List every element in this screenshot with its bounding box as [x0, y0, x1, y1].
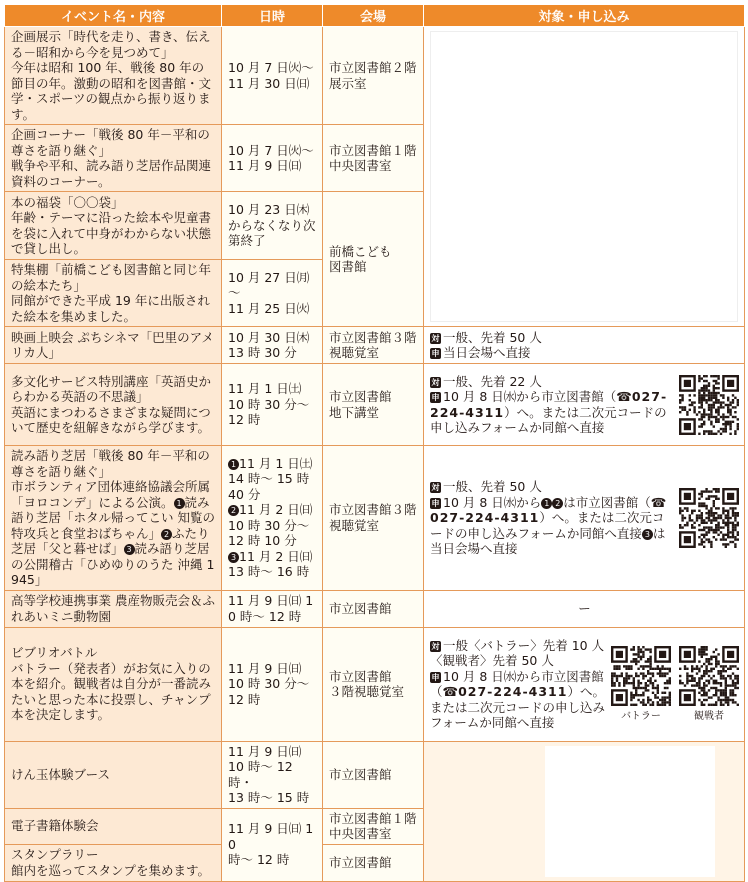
header-venue: 会場	[323, 5, 424, 27]
venue-line: 視聴覚室	[329, 345, 380, 360]
event-cell	[5, 27, 222, 125]
event-desc: バトラー（発表者）がお気に入りの本を紹介。観戦者は自分が一番読みたいと思った本に投票し、チャンプ本を決定します。	[11, 660, 212, 723]
target-line	[430, 389, 673, 436]
event-desc-text: 市ボランティア団体連絡協議会所属「ヨロコンデ」による公演。	[11, 479, 211, 510]
qr-label: バトラー	[621, 710, 661, 722]
date-cell	[222, 808, 323, 881]
venue-cell	[323, 192, 424, 327]
target-line	[430, 345, 739, 361]
event-desc-text: 読み語り芝居の公開稽古「ひめゆりのうた 沖縄 1945」	[11, 541, 215, 587]
date-line: 11 月 1 日㈯	[228, 381, 302, 397]
target-cell	[424, 446, 745, 591]
date-line: 10 月 30 日㈭	[228, 329, 310, 345]
target-mark-icon: 対	[431, 377, 440, 387]
target-mark-icon: 対	[431, 333, 440, 343]
event-table-sheet	[4, 4, 744, 882]
table-row	[5, 446, 745, 591]
event-desc: 英語にまつわるさまざまな疑問について歴史を紐解きながら学びます。	[11, 404, 211, 435]
date-cell	[222, 125, 323, 192]
apply-text: ）へ。または二次元コードの申し込みフォームか同館へ直接	[430, 684, 606, 730]
date-text: 11 月 2 日㈰	[239, 548, 313, 564]
event-cell	[5, 260, 222, 327]
qr-batler	[611, 646, 671, 723]
apply-text: は当日会場へ直接	[430, 525, 666, 556]
target-cell	[424, 590, 745, 627]
venue-line: 展示室	[329, 75, 367, 91]
date-line: 10 月 23 日㈭	[228, 202, 310, 218]
date-cell	[222, 364, 323, 446]
date-cell	[222, 260, 323, 327]
target-text: 一般、先着 50 人	[443, 479, 542, 494]
event-title: 多文化サービス特別講座「英語史からわかる英語の不思議」	[11, 373, 212, 404]
date-line: 12 時	[228, 412, 261, 428]
target-text-block	[430, 374, 673, 436]
event-title: 企画コーナー「戦後 80 年－平和の尊さを語り継ぐ」	[11, 127, 210, 158]
venue-line: 市立図書館	[329, 389, 392, 404]
date-line: からなくなり次第終了	[228, 217, 316, 249]
date-line: 11 月 9 日㈰	[228, 158, 302, 173]
venue-line: 市立図書館１階	[329, 810, 417, 826]
event-desc: 館内を巡ってスタンプを集めます。	[11, 862, 211, 878]
table-row	[5, 364, 745, 446]
venue-line: 市立図書館３階	[329, 329, 417, 345]
phone-number: 027-224-4311	[458, 684, 568, 699]
date-line: 11 月 9 日㈰ 10	[228, 821, 314, 852]
table-row	[5, 741, 745, 808]
event-desc: 戦争や平和、読み語り芝居作品関連資料のコーナー。	[11, 158, 212, 189]
event-title: 電子書籍体験会	[11, 818, 99, 834]
event-desc: 年齢・テーマに沿った絵本や児童書を袋に入れて中身がわからない状態で貸し出し。	[11, 210, 212, 256]
venue-cell	[323, 627, 424, 741]
date-cell	[222, 446, 323, 591]
qr-spectator	[679, 646, 739, 723]
date-line: 13 時～ 16 時	[228, 564, 310, 580]
date-cell	[222, 627, 323, 741]
table-row	[5, 590, 745, 627]
number-1-icon: 1	[228, 459, 239, 470]
event-desc-text: 読み語り芝居「ホタル帰ってこい 知覧の特攻兵と食堂おばちゃん」	[11, 494, 215, 541]
event-cell	[5, 364, 222, 446]
target-line	[430, 669, 607, 731]
date-line: 11 月 25 日㈫	[228, 300, 310, 316]
event-desc	[11, 479, 216, 588]
header-target: 対象・申し込み	[424, 5, 745, 27]
apply-text: 当日会場へ直接	[443, 345, 531, 360]
target-with-qr	[430, 638, 739, 731]
date-text: 11 月 1 日㈯	[239, 455, 313, 471]
venue-line: 市立図書館１階	[329, 142, 417, 158]
event-title: 高等学校連携事業 農産物販売会＆ふれあいミニ動物園	[11, 593, 215, 624]
number-2-icon: 2	[161, 529, 172, 540]
target-cell-blank	[424, 27, 745, 327]
event-title: けん玉体験ブース	[11, 766, 111, 782]
event-title: 本の福袋「〇〇袋」	[11, 194, 124, 210]
venue-cell	[323, 844, 424, 881]
event-desc-text: ふたり芝居「父と暮せば」	[11, 525, 210, 556]
event-title: ビブリオバトル	[11, 645, 98, 661]
event-cell	[5, 627, 222, 741]
target-mark-icon: 対	[431, 483, 440, 492]
event-desc: 同館ができた平成 19 年に出版された絵本を集めました。	[11, 293, 210, 324]
number-2-icon: 2	[552, 498, 563, 509]
target-text: ー	[578, 600, 591, 616]
phone-number: 027-224-4311	[430, 510, 540, 525]
apply-mark-icon: 申	[431, 672, 440, 682]
date-line: 13 時 30 分	[228, 345, 297, 360]
target-line	[430, 495, 673, 557]
apply-text: 10 月 8 日㈬から市立図書館（	[443, 389, 617, 404]
target-with-qr	[430, 479, 739, 557]
date-line	[228, 456, 317, 472]
event-cell	[5, 741, 222, 808]
venue-cell	[323, 590, 424, 627]
qr-code-icon[interactable]	[611, 646, 671, 706]
qr-code-icon[interactable]	[679, 375, 739, 435]
date-line: 10 時 30 分～	[228, 517, 310, 533]
date-text: 11 月 2 日㈰	[239, 502, 313, 518]
event-title: 映画上映会 ぷちシネマ「巴里のアメリカ人」	[11, 329, 214, 360]
venue-line: 図書館	[329, 259, 367, 274]
number-1-icon: 1	[174, 498, 185, 509]
qr-label: 観戦者	[694, 710, 724, 722]
date-line: 10 月 7 日㈫～	[228, 142, 314, 158]
apply-mark-icon: 申	[431, 349, 440, 358]
apply-text: 10 月 8 日㈬から	[443, 494, 542, 510]
date-line: 12 時 10 分	[228, 533, 297, 549]
target-text: 一般〈バトラー〉先着 10 人〈観戦者〉先着 50 人	[430, 637, 605, 668]
target-line	[430, 330, 739, 346]
table-row	[5, 327, 745, 364]
venue-line: 市立図書館	[329, 668, 392, 684]
qr-pair	[611, 646, 739, 723]
venue-line: 市立図書館	[329, 600, 392, 616]
venue-line: 市立図書館	[329, 854, 392, 870]
target-cell	[424, 364, 745, 446]
event-title: 読み語り芝居「戦後 80 年－平和の尊さを語り継ぐ」	[11, 448, 210, 479]
blank-panel	[545, 746, 715, 877]
event-title: 企画展示「時代を走り、書き、伝える－昭和から今を見つめて」	[11, 29, 211, 60]
phone-icon: ☎	[616, 389, 632, 404]
target-line	[430, 479, 673, 495]
target-text: 一般、先着 50 人	[443, 329, 542, 345]
venue-cell	[323, 741, 424, 808]
event-desc: 今年は昭和 100 年、戦後 80 年の節目の年。激動の昭和を図書館・文学・スポーツの観点から振り返ります。	[11, 60, 212, 122]
date-cell	[222, 327, 323, 364]
target-mark-icon: 対	[431, 641, 440, 651]
target-text: 一般、先着 22 人	[443, 373, 542, 389]
header-row	[5, 5, 745, 27]
target-cell	[424, 327, 745, 364]
venue-line: 前橋こども	[329, 243, 392, 259]
target-text-block	[430, 479, 673, 557]
event-cell	[5, 844, 222, 881]
date-line: 10 時～ 12 時・	[228, 759, 293, 790]
date-line: 11 月 9 日㈰	[228, 743, 302, 759]
date-line: 11 月 9 日㈰	[228, 660, 302, 676]
venue-line: 中央図書室	[329, 826, 392, 841]
event-title: スタンプラリー	[11, 847, 99, 862]
apply-text: 10 月 8 日㈬から市立図書館（	[430, 668, 604, 699]
number-3-icon: 3	[124, 544, 135, 555]
venue-line: 市立図書館２階	[329, 60, 417, 75]
venue-cell	[323, 27, 424, 125]
date-line: 11 月 9 日㈰ 10 時～ 12 時	[228, 593, 314, 624]
event-cell	[5, 446, 222, 591]
qr-code-icon[interactable]	[679, 488, 739, 548]
venue-cell	[323, 808, 424, 844]
venue-line: 地下講堂	[329, 404, 380, 420]
apply-mark-icon: 申	[431, 393, 440, 402]
target-line	[430, 374, 673, 390]
target-with-qr	[430, 374, 739, 436]
phone-icon: ☎	[650, 494, 667, 510]
venue-cell	[323, 327, 424, 364]
table-row	[5, 627, 745, 741]
apply-text: ）へ。または二次元コードの申し込みフォームか同館へ直接	[430, 404, 667, 435]
venue-cell	[323, 364, 424, 446]
venue-cell	[323, 446, 424, 591]
date-cell	[222, 27, 323, 125]
target-cell	[424, 627, 745, 741]
venue-line: 中央図書室	[329, 158, 392, 173]
event-cell	[5, 590, 222, 627]
number-2-icon: 2	[228, 505, 239, 516]
venue-line: 視聴覚室	[329, 517, 380, 533]
apply-mark-icon: 申	[431, 498, 440, 508]
event-cell	[5, 327, 222, 364]
qr-code-icon[interactable]	[679, 646, 739, 706]
date-line: 14 時～ 15 時 40 分	[228, 471, 310, 502]
event-table	[4, 4, 745, 882]
date-line	[228, 549, 317, 565]
date-line	[228, 502, 317, 518]
venue-line: ３階視聴覚室	[329, 684, 405, 699]
table-row	[5, 27, 745, 125]
venue-line: 市立図書館	[329, 766, 392, 782]
event-cell	[5, 808, 222, 844]
date-cell	[222, 590, 323, 627]
blank-panel	[430, 31, 738, 322]
venue-cell	[323, 125, 424, 192]
date-line: 10 時 30 分～	[228, 396, 310, 412]
apply-text: は市立図書館（	[563, 494, 651, 510]
date-line: 時～ 12 時	[228, 852, 290, 868]
target-cell-blank	[424, 741, 745, 881]
date-line: 11 月 30 日㈰	[228, 75, 310, 91]
phone-number: 027-224-4311	[430, 389, 668, 420]
event-title: 特集棚「前橋こども図書館と同じ年の絵本たち」	[11, 262, 212, 293]
target-text-block	[430, 638, 607, 731]
date-cell	[222, 192, 323, 260]
date-line: 12 時	[228, 691, 261, 707]
event-cell	[5, 192, 222, 260]
date-cell	[222, 741, 323, 808]
date-line: 10 月 7 日㈫～	[228, 60, 314, 75]
venue-line: 市立図書館３階	[329, 502, 417, 518]
date-line: 13 時～ 15 時	[228, 790, 310, 805]
date-line: 10 月 27 日㈪～	[228, 269, 310, 301]
header-event: イベント名・内容	[5, 5, 222, 27]
number-3-icon: 3	[642, 529, 653, 540]
event-cell	[5, 125, 222, 192]
number-3-icon: 3	[228, 552, 239, 563]
header-date: 日時	[222, 5, 323, 27]
phone-icon: ☎	[442, 684, 459, 699]
number-1-icon: 1	[541, 498, 552, 509]
apply-text: ）へ。または二次元コードの申し込みフォームか同館へ直接	[430, 510, 665, 541]
target-line	[430, 638, 607, 669]
date-line: 10 時 30 分～	[228, 676, 310, 692]
